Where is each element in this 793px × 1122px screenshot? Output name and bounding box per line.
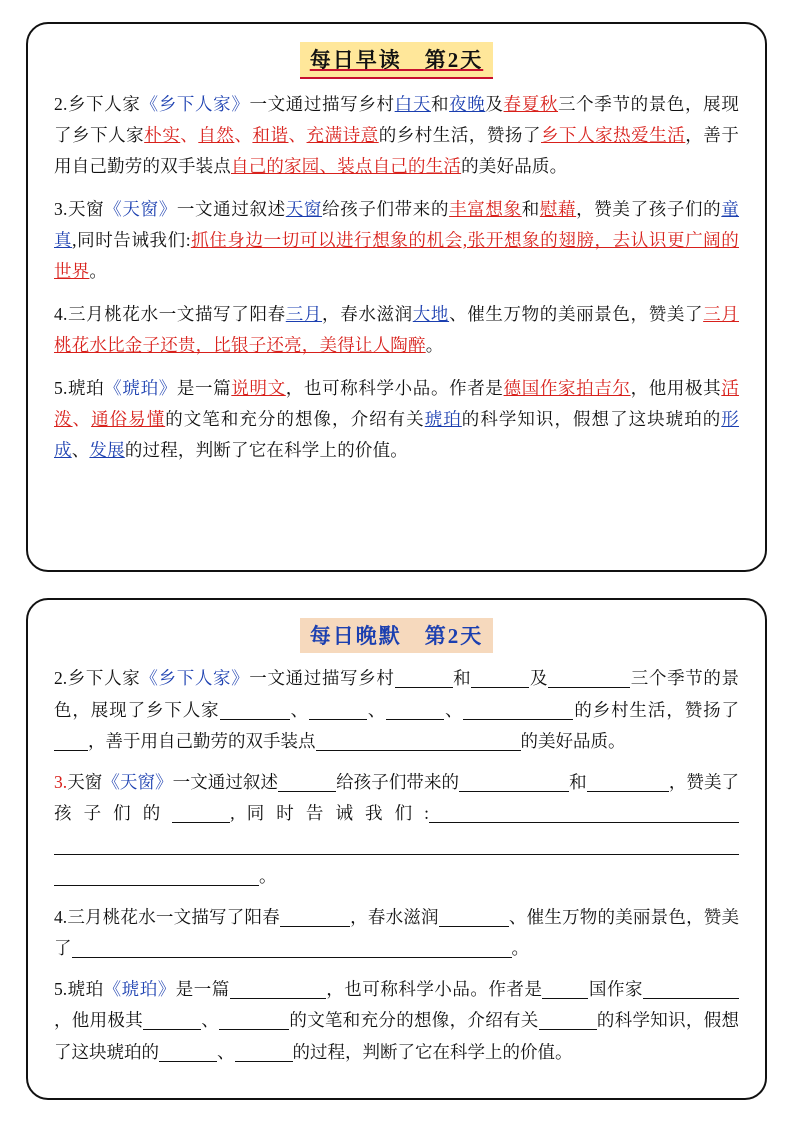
item-number: 5. <box>54 978 68 999</box>
text-seg: 的文笔和充分的想像，介绍有关 <box>289 1010 539 1030</box>
text-seg: ，善于用自己勤劳的双手装点 <box>88 731 316 751</box>
text-seg: 《 <box>140 94 159 114</box>
item-number: 4. <box>54 906 68 927</box>
text-seg: ，善于用自己勤劳的双手装点 <box>54 125 740 176</box>
text-seg: 形成 <box>54 409 739 460</box>
text-seg: 、 <box>201 1010 220 1030</box>
morning-item-4 <box>54 299 739 361</box>
text-seg: 抓住身边一切可以进行想象的机会,张开想象的翅膀，去认识更广阔的世界 <box>54 230 739 281</box>
answer-blank[interactable] <box>143 1011 201 1030</box>
text-seg: 《琥珀》 <box>103 978 176 999</box>
text-seg: ,同时告诫我们: <box>72 230 191 250</box>
text-seg: 三个季节的景色，展现了乡下人家 <box>54 94 740 145</box>
answer-blank[interactable] <box>395 669 453 688</box>
answer-blank[interactable] <box>548 669 630 688</box>
morning-title: 每日早读 第2天 <box>300 42 494 79</box>
text-seg: 、催生万物的美丽景色，赞美了 <box>54 906 740 958</box>
text-seg: 的乡村生活，赞扬了 <box>573 699 740 720</box>
text-seg: 。 <box>511 938 529 958</box>
answer-blank[interactable] <box>429 804 739 823</box>
text-seg: 三月桃花水一文描写了阳春 <box>67 906 280 927</box>
answer-blank[interactable] <box>439 908 509 927</box>
evening-title: 每日晚默 第2天 <box>300 618 494 653</box>
text-seg: 的过程，判断了它在科学上的价值。 <box>292 1041 573 1062</box>
answer-blank[interactable] <box>539 1011 597 1030</box>
text-seg: 天窗 <box>67 199 105 219</box>
morning-item-2 <box>54 89 739 182</box>
text-seg: 活泼 <box>54 378 740 429</box>
text-seg: 和谐 <box>252 125 289 145</box>
morning-reading-card <box>26 22 767 572</box>
text-seg: ，也可称科学小品。作者是 <box>285 378 504 398</box>
text-seg: 及 <box>529 668 549 688</box>
evening-item-5 <box>54 974 739 1069</box>
text-seg: 的乡村生活，赞扬了 <box>378 125 541 145</box>
answer-blank[interactable] <box>278 773 336 792</box>
text-seg: ，他用极其 <box>54 1010 143 1030</box>
text-seg: 自己的家园、装点自己的生活 <box>231 156 462 176</box>
text-seg: 是一篇 <box>176 378 232 398</box>
evening-item-4 <box>54 902 739 965</box>
text-seg: 、催生万物的美丽景色，赞美了 <box>449 304 704 324</box>
text-seg: 的文笔和充分的想像，介绍有关 <box>165 409 425 429</box>
text-seg: ，赞美了孩子们的 <box>54 771 740 823</box>
text-seg: 琥珀 <box>67 978 104 999</box>
text-seg: 三月桃花水比金子还贵，比银子还亮，美得让人陶醉 <box>54 304 739 355</box>
text-seg: 、 <box>444 699 464 720</box>
text-seg: 和 <box>430 94 450 114</box>
answer-blank[interactable] <box>220 701 290 720</box>
answer-blank[interactable] <box>471 669 529 688</box>
text-seg: ,同时告诫我们: <box>230 803 429 823</box>
text-seg: 乡下人家 <box>67 94 141 114</box>
text-seg: 一文通过描写乡村 <box>249 668 395 688</box>
text-seg: 夜晚 <box>449 94 486 114</box>
text-seg: ，也可称科学小品。作者是 <box>325 978 543 999</box>
text-seg: 《天窗》 <box>104 199 177 219</box>
text-seg: 德国作家拍吉尔 <box>503 378 631 398</box>
evening-item-3 <box>54 767 739 893</box>
text-seg: 乡下人家 <box>67 668 141 688</box>
text-seg: 及 <box>485 94 504 114</box>
text-seg: 、 <box>288 125 307 145</box>
answer-blank[interactable] <box>235 1043 293 1062</box>
answer-blank[interactable] <box>219 1011 289 1030</box>
text-seg: 《琥珀》 <box>104 378 177 398</box>
answer-blank[interactable] <box>172 804 230 823</box>
text-seg: 、 <box>366 699 387 720</box>
text-seg: 童真 <box>54 199 740 250</box>
answer-blank[interactable] <box>159 1043 217 1062</box>
text-seg: 三月桃花水一文描写了阳春 <box>67 304 286 324</box>
text-seg: 乡下人家热爱生活 <box>541 125 686 145</box>
text-seg: 、 <box>289 699 309 720</box>
text-seg: ，春水滋润 <box>322 304 413 324</box>
item-number: 2. <box>54 94 68 114</box>
text-seg: 《乡下人家》 <box>140 668 250 688</box>
text-seg: 一文通过描写乡村 <box>249 94 395 114</box>
text-seg: 大地 <box>412 304 450 324</box>
answer-blank[interactable] <box>54 867 259 886</box>
answer-blank[interactable] <box>643 980 739 999</box>
item-number: 3. <box>54 199 68 219</box>
answer-blank[interactable] <box>459 773 569 792</box>
text-seg: 假想了这块琥珀的 <box>54 1010 740 1062</box>
text-seg: 国作家 <box>588 978 644 999</box>
text-seg: 给孩子们带来的 <box>322 199 450 219</box>
text-seg: 和 <box>569 771 587 792</box>
text-seg: 、 <box>234 125 253 145</box>
text-seg: 和 <box>521 199 540 219</box>
text-seg: 、 <box>72 409 92 429</box>
text-seg: 《天窗》 <box>102 771 173 792</box>
text-seg: 丰富想象 <box>449 199 522 219</box>
text-seg: 的科学知识，假想了这块琥珀的 <box>461 409 722 429</box>
answer-blank[interactable] <box>316 732 521 751</box>
text-seg: ，赞美了孩子们的 <box>576 199 722 219</box>
answer-blank[interactable] <box>309 701 367 720</box>
text-seg: 慰藉 <box>539 199 577 219</box>
text-seg: 给孩子们带来的 <box>336 771 460 792</box>
answer-blank[interactable] <box>72 939 512 958</box>
answer-blank[interactable] <box>54 836 739 855</box>
text-seg: 和 <box>452 668 472 688</box>
evening-dictation-card <box>26 598 767 1100</box>
answer-blank[interactable] <box>463 701 573 720</box>
text-seg: 乡下人家 <box>158 94 232 114</box>
text-seg: 。 <box>425 335 444 355</box>
morning-item-3 <box>54 194 739 287</box>
text-seg: 朴实 <box>144 125 181 145</box>
text-seg: 、 <box>217 1041 235 1062</box>
text-seg: 通俗易懂 <box>91 409 166 429</box>
text-seg: 的美好品质。 <box>520 731 626 751</box>
text-seg: ，春水滋润 <box>349 906 439 927</box>
answer-blank[interactable] <box>386 701 444 720</box>
text-seg: 。 <box>259 866 277 886</box>
answer-blank[interactable] <box>280 908 350 927</box>
answer-blank[interactable] <box>587 773 669 792</box>
text-seg: 春夏秋 <box>503 94 558 114</box>
evening-item-2 <box>54 663 739 758</box>
text-seg: 三月 <box>285 304 323 324</box>
item-number: 2. <box>54 668 68 688</box>
text-seg: 天窗 <box>285 199 323 219</box>
text-seg: 是一篇 <box>175 978 230 999</box>
text-seg: 说明文 <box>231 378 286 398</box>
text-seg: 一文通过叙述 <box>172 771 279 792</box>
text-seg: 的科学知识， <box>596 1010 704 1030</box>
text-seg: 自然 <box>198 125 235 145</box>
text-seg: ，他用极其 <box>630 378 722 398</box>
text-seg: 白天 <box>394 94 431 114</box>
text-seg: 天窗 <box>67 771 103 792</box>
text-seg: 。 <box>89 261 108 281</box>
morning-title-wrap <box>54 42 739 79</box>
answer-blank[interactable] <box>230 980 326 999</box>
text-seg: 充满诗意 <box>306 125 379 145</box>
answer-blank[interactable] <box>542 980 588 999</box>
text-seg: 、 <box>71 440 90 460</box>
item-number: 5. <box>54 378 68 398</box>
text-seg: 发展 <box>89 440 125 460</box>
text-seg: 琥珀 <box>424 409 462 429</box>
evening-title-wrap <box>54 618 739 653</box>
text-seg: 一文通过叙述 <box>176 199 286 219</box>
text-seg: 、 <box>180 125 199 145</box>
text-seg: 的美好品质。 <box>461 156 568 176</box>
text-seg: 三个季节的景色，展现了乡下人家 <box>54 668 740 720</box>
text-seg: 琥珀 <box>67 378 105 398</box>
answer-blank[interactable] <box>54 732 88 751</box>
text-seg: 的过程，判断了它在科学上的价值。 <box>124 440 409 460</box>
morning-item-5 <box>54 373 739 466</box>
item-number: 4. <box>54 304 68 324</box>
item-number: 3. <box>54 771 68 792</box>
text-seg: 》 <box>231 94 250 114</box>
